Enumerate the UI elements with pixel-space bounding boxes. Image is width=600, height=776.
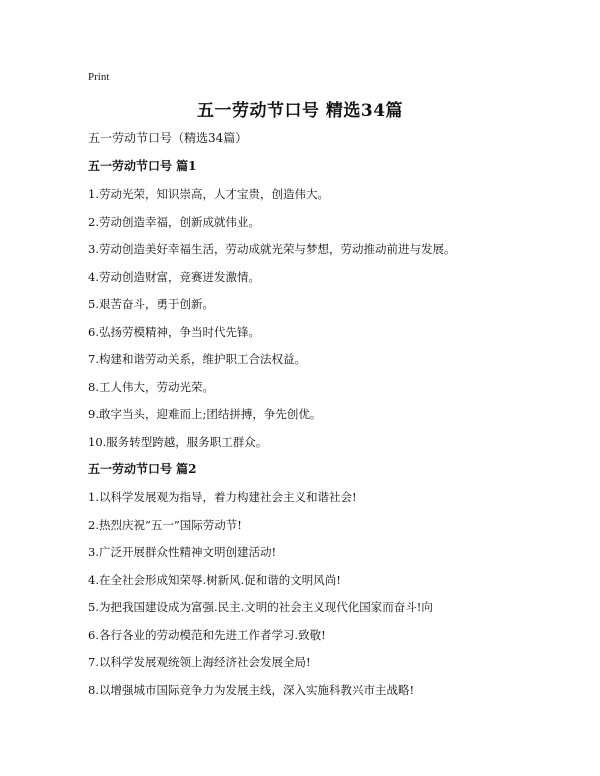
slogan-item: 7.构建和谐劳动关系，维护职工合法权益。 [88, 352, 306, 366]
section-1 [88, 158, 528, 450]
document-content [88, 130, 528, 709]
document-subtitle: 五一劳动节口号（精选34篇） [88, 131, 248, 145]
slogan-item: 6.弘扬劳模精神，争当时代先锋。 [88, 324, 260, 339]
slogan-item: 5.艰苦奋斗，勇于创新。 [88, 297, 214, 311]
slogan-item: 2.热烈庆祝“五一”国际劳动节! [88, 517, 242, 532]
slogan-item: 7.以科学发展观统领上海经济社会发展全局! [88, 655, 311, 669]
slogan-item: 1.劳动光荣，知识崇高，人才宝贵，创造伟大。 [88, 187, 329, 201]
slogan-item: 8.工人伟大，劳动光荣。 [88, 379, 214, 394]
slogan-item: 3.劳动创造美好幸福生活，劳动成就光荣与梦想，劳动推动前进与发展。 [88, 242, 456, 256]
slogan-item: 1.以科学发展观为指导，着力构建社会主义和谐社会! [88, 490, 357, 504]
section-heading: 五一劳动节口号 篇1 [88, 159, 197, 173]
slogan-item: 3.广泛开展群众性精神文明创建活动! [88, 545, 277, 559]
slogan-item: 8.以增强城市国际竞争力为发展主线，深入实施科教兴市主战略! [88, 682, 415, 697]
page-title: 五一劳动节口号 精选34篇 [196, 101, 404, 121]
slogan-item: 10.服务转型跨越，服务职工群众。 [88, 434, 268, 449]
section-2 [88, 461, 528, 698]
section-heading: 五一劳动节口号 篇2 [88, 462, 197, 476]
slogan-item: 9.敢字当头，迎难而上;团结拼搏，争先创优。 [88, 407, 322, 421]
print-label: Print [88, 71, 110, 83]
slogan-item: 4.劳动创造财富，竞赛迸发激情。 [88, 269, 260, 284]
slogan-item: 4.在全社会形成知荣辱.树新风.促和谐的文明风尚! [88, 572, 341, 587]
slogan-item: 2.劳动创造幸福，创新成就伟业。 [88, 214, 260, 229]
slogan-item: 5.为把我国建设成为富强.民主.文明的社会主义现代化国家而奋斗!向 [88, 600, 433, 614]
slogan-item: 6.各行各业的劳动模范和先进工作者学习.致敬! [88, 627, 326, 642]
